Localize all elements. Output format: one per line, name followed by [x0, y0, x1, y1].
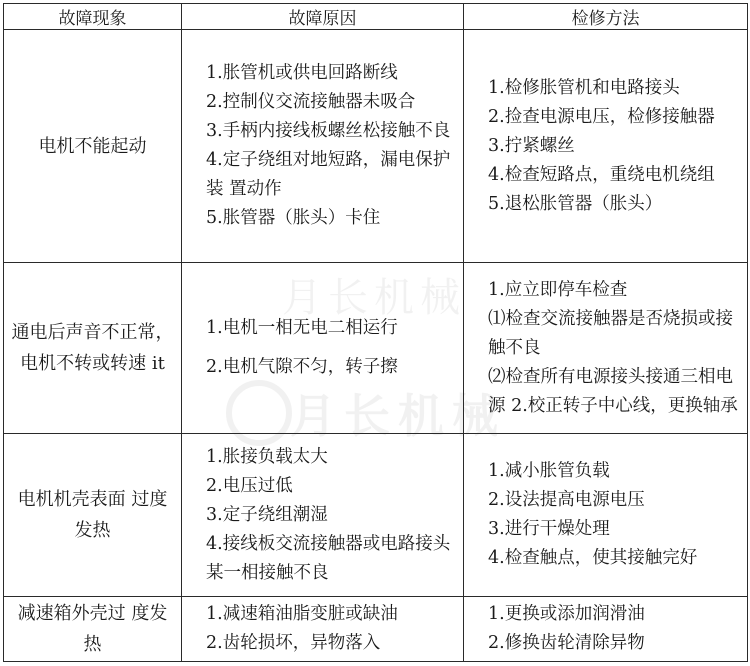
- symptom-cell: [4, 30, 182, 263]
- symptom-cell: [4, 263, 182, 434]
- symptom-cell: [4, 597, 182, 662]
- symptom-text: 通电后声音不正常， 电机不转或转速 it: [11, 322, 174, 374]
- cause-item: 1.胀管机或供电回路断线: [206, 63, 398, 83]
- fix-item: 1.应立即停车检查: [488, 279, 628, 300]
- fix-item: 1.检修胀管机和电路接头: [488, 77, 680, 98]
- fix-cell: [464, 434, 748, 597]
- symptom-text: 减速箱外壳过 度发热: [17, 603, 168, 655]
- fix-cell: [464, 263, 748, 434]
- fix-item: 1.减小胀管负载: [488, 461, 610, 481]
- header-symptom: 故障现象: [4, 4, 182, 30]
- fix-item: 2.修换齿轮清除异物: [488, 633, 645, 653]
- cause-item: 4.接线板交流接触器或电路接头某一相接触不良: [206, 533, 451, 583]
- fix-item: 5.退松胀管器（胀头）: [488, 193, 663, 214]
- fix-item: 3.拧紧螺丝: [488, 135, 575, 156]
- symptom-text: 电机机壳表面 过度发热: [17, 489, 168, 541]
- watermark-bottom: 月长机械: [290, 389, 506, 443]
- cause-item: 2.电机气隙不匀，转子擦: [206, 357, 398, 377]
- cause-cell: [182, 597, 464, 662]
- fix-item: ⑵检查所有电源接头接通三相电源 2.校正转子中心线，更换轴承: [488, 366, 738, 416]
- cause-cell: [182, 434, 464, 597]
- cause-item: 2.齿轮损坏，异物落入: [206, 633, 381, 653]
- header-row: [4, 4, 748, 30]
- cause-item: 3.定子绕组潮湿: [206, 504, 328, 525]
- table-row: [4, 434, 748, 597]
- fix-item: 4.检查触点，使其接触完好: [488, 548, 698, 568]
- cause-item: 3.手柄内接线板螺丝松接触不良: [206, 121, 451, 141]
- cause-cell: [182, 263, 464, 434]
- cause-item: 2.电压过低: [206, 475, 293, 496]
- fix-item: ⑴检查交流接触器是否烧损或接触不良: [488, 308, 733, 358]
- table-row: [4, 30, 748, 263]
- watermark-top: 月长机械: [282, 275, 466, 321]
- cause-item: 4.定子绕组对地短路，漏电保护装 置动作: [206, 150, 451, 199]
- symptom-cell: [4, 434, 182, 597]
- fix-item: 2.设法提高电源电压: [488, 490, 645, 510]
- table-row: [4, 263, 748, 434]
- header-cause: 故障原因: [182, 4, 464, 30]
- fix-item: 3.进行干燥处理: [488, 519, 610, 539]
- symptom-text: 电机不能起动: [38, 135, 147, 157]
- header-fix: 检修方法: [464, 4, 748, 30]
- cause-cell: [182, 30, 464, 263]
- cause-item: 1.电机一相无电二相运行: [206, 318, 398, 338]
- fix-item: 1.更换或添加润滑油: [488, 604, 645, 624]
- fix-item: 2.捡查电源电压，检修接触器: [488, 106, 715, 127]
- fix-cell: [464, 30, 748, 263]
- cause-item: 1.胀接负载太大: [206, 446, 328, 467]
- fault-table: [3, 3, 748, 662]
- fix-item: 4.检查短路点，重绕电机绕组: [488, 164, 715, 185]
- cause-item: 1.减速箱油脂变脏或缺油: [206, 604, 398, 624]
- cause-item: 5.胀管器（胀头）卡住: [206, 208, 381, 228]
- cause-item: 2.控制仪交流接触器未吸合: [206, 92, 416, 112]
- fix-cell: [464, 597, 748, 662]
- table-row: [4, 597, 748, 662]
